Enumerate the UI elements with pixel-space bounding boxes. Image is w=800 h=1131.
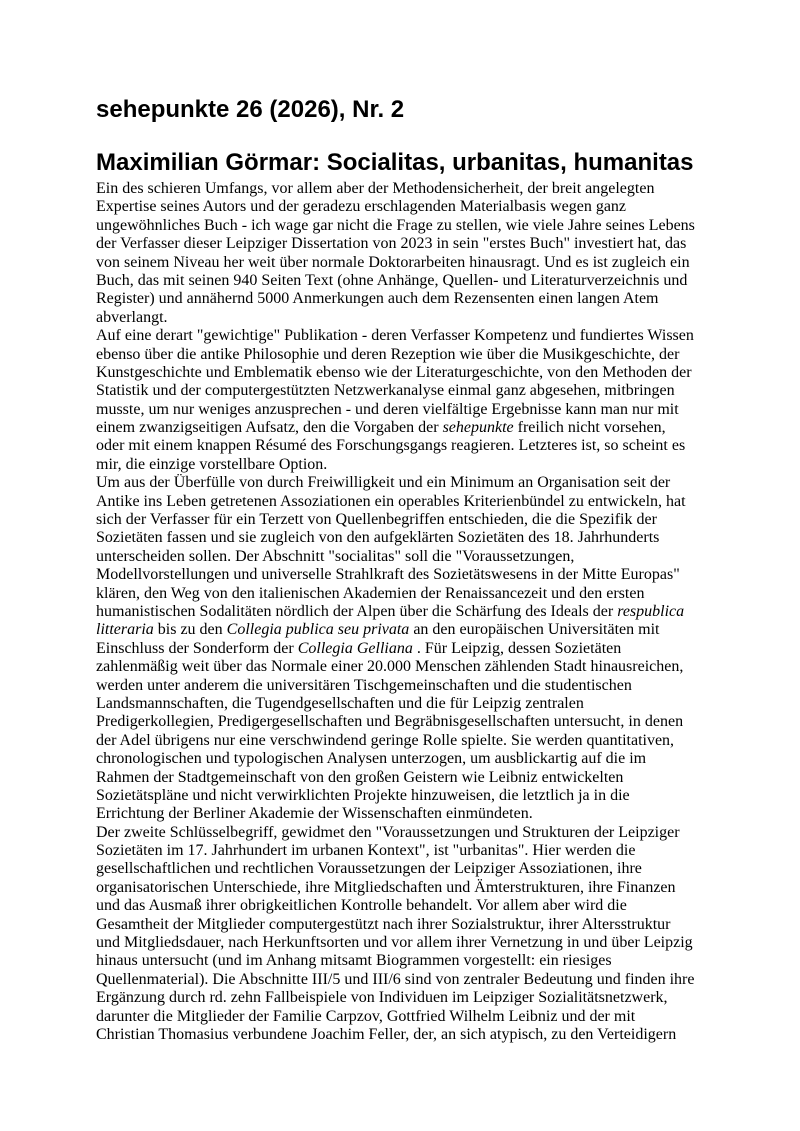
review-title: Maximilian Görmar: Socialitas, urbanitas, humanitas (96, 149, 694, 176)
text-run: Errichtung der Berliner Akademie der Wissenschaften einmündeten. (96, 805, 533, 823)
text-run: freilich nicht vorsehen, (513, 419, 666, 437)
text-run: Antike ins Leben getretenen Assoziationen ein operables Kriterienbündel zu entwickeln, hat (96, 492, 686, 510)
italic-term: sehepunkte (442, 419, 514, 437)
text-run: werden unter anderem die universitären Tischgemeinschaften und die studentischen (96, 676, 632, 694)
text-run: ungewöhnliches Buch - ich wage gar nicht die Frage zu stellen, wie viele Jahre seines Lebens (96, 216, 695, 234)
text-line (96, 824, 716, 842)
text-line (96, 511, 716, 529)
text-line (96, 971, 716, 989)
text-run: ebenso über die antike Philosophie und deren Rezeption wie über die Musikgeschichte, der (96, 345, 680, 363)
text-run: sich der Verfasser für ein Terzett von Quellenbegriffen entschieden, die die Spezifik der (96, 511, 657, 529)
text-line (96, 842, 716, 860)
text-run: Rahmen der Stadtgemeinschaft von den großen Geistern wie Leibniz entwickelten (96, 768, 624, 786)
text-run: musste, um nur weniges anzusprechen - und deren vielfältige Ergebnisse kann man nur mit (96, 400, 679, 418)
text-run: unterscheiden sollen. Der Abschnitt "socialitas" soll die "Voraussetzungen, (96, 547, 575, 565)
text-line (96, 401, 716, 419)
paragraph (96, 180, 716, 327)
text-run: bis zu den (153, 621, 227, 639)
text-line (96, 787, 716, 805)
text-run: und Mitgliedsdauer, nach Herkunftsorten und vor allem ihrer Vernetzung in und über Leipzig (96, 934, 693, 952)
paragraph (96, 824, 716, 1045)
text-line (96, 198, 716, 216)
text-run: der Adel übrigens nur eine verschwindend geringe Rolle spielte. Sie werden quantitativen, (96, 731, 675, 749)
text-run: Gesamtheit der Mitglieder computergestützt nach ihrer Sozialstruktur, ihrer Altersstruktur (96, 915, 671, 933)
text-run: zahlenmäßig weit über das Normale einer 20.000 Menschen zählenden Stadt hinausreichen, (96, 658, 684, 676)
text-line (96, 713, 716, 731)
text-line (96, 456, 716, 474)
text-run: von seinem Niveau her weit über normale Doktorarbeiten hinausragt. Und es ist zugleich ein (96, 253, 690, 271)
text-line (96, 805, 716, 823)
text-run: darunter die Mitglieder der Familie Carpzov, Gottfried Wilhelm Leibniz und der mit (96, 1007, 636, 1025)
text-line (96, 1026, 716, 1044)
text-run: Statistik und der computergestützten Netzwerkanalyse einmal ganz abgesehen, mitbringen (96, 382, 675, 400)
text-line (96, 750, 716, 768)
text-line (96, 677, 716, 695)
text-run: Modellvorstellungen und universelle Strahlkraft des Sozietätswesens in der Mitte Europas" (96, 566, 680, 584)
review-body-text (96, 180, 716, 1044)
text-run: Landsmannschaften, die Tugendgesellschaften und die für Leipzig zentralen (96, 694, 584, 712)
text-line (96, 529, 716, 547)
text-line (96, 437, 716, 455)
italic-term: Collegia Gelliana (297, 639, 413, 657)
text-line (96, 732, 716, 750)
text-run: Quellenmaterial). Die Abschnitte III/5 und III/6 sind von zentraler Bedeutung und finden ihre (96, 970, 695, 988)
text-line (96, 548, 716, 566)
text-line (96, 493, 716, 511)
text-line (96, 658, 716, 676)
text-line (96, 309, 716, 327)
text-run: Expertise seines Autors und der geradezu erschlagenden Materialbasis wegen ganz (96, 198, 627, 216)
text-line (96, 621, 716, 639)
text-run: Auf eine derart "gewichtige" Publikation - deren Verfasser Kompetenz und fundiertes Wissen (96, 327, 694, 345)
text-line (96, 1008, 716, 1026)
text-run: Einschluss der Sonderform der (96, 639, 298, 657)
text-run: gesellschaftlichen und rechtlichen Voraussetzungen der Leipziger Assoziationen, ihre (96, 860, 642, 878)
text-line (96, 695, 716, 713)
journal-issue-heading: sehepunkte 26 (2026), Nr. 2 (96, 96, 405, 123)
text-run: Register) und annähernd 5000 Anmerkungen auch dem Rezensenten einen langen Atem (96, 290, 659, 308)
text-line (96, 989, 716, 1007)
text-run: Predigerkollegien, Predigergesellschaften und Begräbnisgesellschaften untersucht, in denen (96, 713, 684, 731)
text-run: Ergänzung durch rd. zehn Fallbeispiele von Individuen im Leipziger Sozialitätsnetzwerk, (96, 989, 668, 1007)
text-run: . Für Leipzig, dessen Sozietäten (412, 639, 622, 657)
text-line (96, 916, 716, 934)
text-line (96, 272, 716, 290)
text-run: humanistischen Sodalitäten nördlich der Alpen über die Schärfung des Ideals der (96, 602, 618, 620)
text-line (96, 327, 716, 345)
text-run: an den europäischen Universitäten mit (409, 621, 660, 639)
text-line (96, 952, 716, 970)
text-line (96, 382, 716, 400)
text-run: Kunstgeschichte und Emblematik ebenso wie der Literaturgeschichte, von den Methoden der (96, 363, 692, 381)
text-line (96, 290, 716, 308)
text-line (96, 419, 716, 437)
paragraph (96, 474, 716, 823)
text-run: abverlangt. (96, 308, 168, 326)
text-line (96, 897, 716, 915)
italic-term: litteraria (96, 621, 154, 639)
text-line (96, 585, 716, 603)
text-run: oder mit einem knappen Résumé des Forschungsgangs reagieren. Letzteres ist, so scheint es (96, 437, 686, 455)
text-run: Der zweite Schlüsselbegriff, gewidmet den "Voraussetzungen und Strukturen der Leipziger (96, 823, 680, 841)
text-line (96, 217, 716, 235)
text-run: Christian Thomasius verbundene Joachim Feller, der, an sich atypisch, zu den Verteidigern (96, 1025, 677, 1043)
text-line (96, 254, 716, 272)
text-line (96, 934, 716, 952)
text-run: der Verfasser dieser Leipziger Dissertation von 2023 in sein "erstes Buch" investiert hat, das (96, 235, 687, 253)
text-run: Sozietäten fassen und sie zugleich von den aufgeklärten Sozietäten des 18. Jahrhunderts (96, 529, 660, 547)
text-run: Um aus der Überfülle von durch Freiwilligkeit und ein Minimum an Organisation seit der (96, 474, 671, 492)
text-line (96, 180, 716, 198)
text-run: mir, die einzige vorstellbare Option. (96, 455, 328, 473)
text-line (96, 235, 716, 253)
text-line (96, 640, 716, 658)
text-run: Sozietäten im 17. Jahrhundert im urbanen Kontext", ist "urbanitas". Hier werden die (96, 842, 636, 860)
text-run: klären, den Weg von den italienischen Akademien der Renaissancezeit und den ersten (96, 584, 645, 602)
text-line (96, 603, 716, 621)
text-line (96, 566, 716, 584)
text-run: hinaus untersucht (und im Anhang mitsamt Biogrammen vorgestellt: ein riesiges (96, 952, 612, 970)
italic-term: Collegia publica seu privata (226, 621, 410, 639)
text-run: organisatorischen Unterschiede, ihre Mitgliedschaften und Ämterstrukturen, ihre Finanzen (96, 878, 676, 896)
text-run: chronologischen und typologischen Analysen unterzogen, um ausblickartig auf die im (96, 750, 647, 768)
text-run: Sozietätspläne und nicht verwirklichten Projekte hinzuweisen, die letztlich ja in die (96, 786, 630, 804)
text-run: einem zwanzigseitigen Aufsatz, den die Vorgaben der (96, 419, 443, 437)
italic-term: respublica (617, 602, 685, 620)
text-line (96, 769, 716, 787)
text-line (96, 346, 716, 364)
text-line (96, 474, 716, 492)
text-line (96, 860, 716, 878)
text-run: Ein des schieren Umfangs, vor allem aber der Methodensicherheit, der breit angelegten (96, 180, 655, 197)
text-run: Buch, das mit seinen 940 Seiten Text (ohne Anhänge, Quellen- und Literaturverzeichnis und (96, 271, 688, 289)
text-run: und das Ausmaß ihrer obrigkeitlichen Kontrolle behandelt. Vor allem aber wird die (96, 897, 627, 915)
text-line (96, 364, 716, 382)
text-line (96, 879, 716, 897)
paragraph (96, 327, 716, 474)
